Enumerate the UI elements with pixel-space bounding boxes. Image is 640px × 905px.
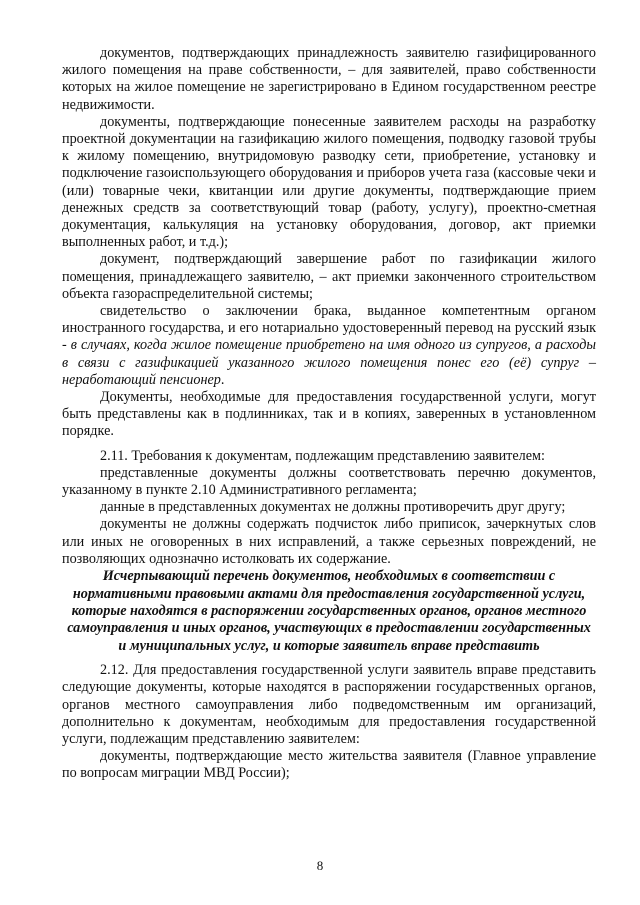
paragraph-ownership-documents: документов, подтверждающих принадлежность заявителю газифицированного жилого помещения на праве собственности, – для заявителей, право собственности которых на жилое помещение не зарегистрировано в Едином государственном реестре недвижимости. xyxy=(62,45,596,113)
paragraph-residence-documents: документы, подтверждающие место жительства заявителя (Главное управление по вопросам миграции МВД России); xyxy=(62,748,596,782)
document-page xyxy=(62,45,596,783)
paragraph-list-compliance: представленные документы должны соответствовать перечню документов, указанному в пункте 2.10 Административного регламента; xyxy=(62,464,596,499)
section-heading: Исчерпывающий перечень документов, необходимых в соответствии с нормативными правовыми актами для предоставления государственной услуги, которые находятся в распоряжении государственных органов, органов местного самоуправления и иных органов, участвующих в предоставлении государственных и муниципальных услуг, и которые заявитель вправе представить xyxy=(67,568,591,654)
paragraph-originals-or-copies: Документы, необходимые для предоставления государственной услуги, могут быть представлены как в подлинниках, так и в копиях, заверенных в установленном порядке. xyxy=(62,389,596,440)
paragraph-completion-document: документ, подтверждающий завершение работ по газификации жилого помещения, принадлежащего заявителю, – акт приемки законченного строительством объекта газораспределительной системы; xyxy=(62,251,596,302)
paragraph-section-2-12: 2.12. Для предоставления государственной услуги заявитель вправе представить следующие документы, которые находятся в распоряжении государственных органов, органов местного самоуправления либо подведомственным им организаций, дополнительно к документам, необходимым для предоставления государственной услуги, подлежащим представлению заявителем: xyxy=(62,662,596,747)
marriage-certificate-text: свидетельство о заключении брака, выданное компетентным органом иностранного государства, и его нотариально удостоверенный перевод на русский язык - xyxy=(62,303,596,354)
paragraph-marriage-certificate xyxy=(62,303,596,389)
paragraph-no-corrections: документы не должны содержать подчисток либо приписок, зачеркнутых слов или иных не оговоренных в них исправлений, а также серьезных повреждений, не позволяющих однозначно истолковать их содержание. xyxy=(62,516,596,567)
paragraph-section-2-11: 2.11. Требования к документам, подлежащим представлению заявителем: xyxy=(100,447,545,464)
page-number: 8 xyxy=(316,858,324,873)
marriage-certificate-condition: в случаях, когда жилое помещение приобретено на имя одного из супругов, а расходы в связи с газификацией указанного жилого помещения понес его (её) супруг – неработающий пенсионер xyxy=(62,337,596,388)
paragraph-expense-documents: документы, подтверждающие понесенные заявителем расходы на разработку проектной документации на газификацию жилого помещения, подводку газовой трубы к жилому помещению, внутридомовую разводку сети, приобретение, установку и подключение газоиспользующего оборудования и приборов учета газа (кассовые чеки и (или) товарные чеки, квитанции или другие документы, подтверждающие прием денежных средств за соответствующий товар (работу, услугу), проектно-сметная документация, калькуляция на установку оборудования, договор, акт приемки выполненных работ, и т.д.); xyxy=(62,113,596,251)
marriage-certificate-end: . xyxy=(220,371,225,388)
paragraph-no-contradictions: данные в представленных документах не должны противоречить друг другу; xyxy=(100,499,566,516)
